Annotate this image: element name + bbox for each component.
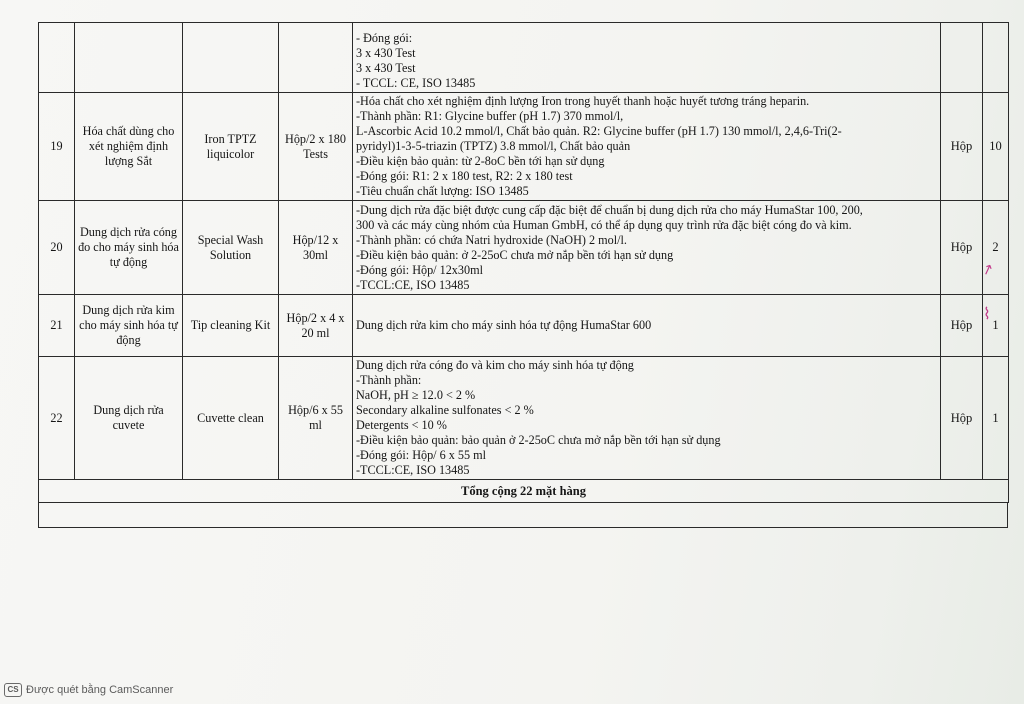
product-table-container [38, 22, 1008, 528]
spec-line: -Đóng gói: Hộp/ 6 x 55 ml [356, 448, 486, 462]
spec-line: L-Ascorbic Acid 10.2 mmol/l, Chất bảo quản. R2: Glycine buffer (pH 1.7) 130 mmol/l, 2,4,6-Tri(2- [356, 124, 842, 138]
table-bottom-border [38, 503, 1008, 528]
spec-line: -Tiêu chuẩn chất lượng: ISO 13485 [356, 184, 529, 198]
total-row [39, 480, 1009, 503]
table-row [39, 201, 1009, 295]
table-row-continued [39, 23, 1009, 93]
table-row [39, 93, 1009, 201]
stt-cell: 21 [39, 295, 75, 357]
spec-line: -Thành phần: có chứa Natri hydroxide (NaOH) 2 mol/l. [356, 232, 627, 247]
spec-line: Detergents < 10 % [356, 418, 447, 432]
unit-cell [941, 23, 983, 93]
spec-line: -Điều kiện bảo quản: ở 2-25oC chưa mở nắp bền tới hạn sử dụng [356, 247, 674, 262]
spec-cell [353, 23, 941, 93]
table-row [39, 295, 1009, 357]
spec-line: -Thành phần: [356, 373, 422, 387]
spec-line: Dung dịch rửa kim cho máy sinh hóa tự động HumaStar 600 [356, 318, 652, 332]
spec-line: -Hóa chất cho xét nghiệm định lượng Iron trong huyết thanh hoặc huyết tương tráng heparin. [356, 94, 810, 108]
code-cell: Iron TPTZ liquicolor [183, 93, 279, 201]
spec-line: - TCCL: CE, ISO 13485 [356, 76, 476, 90]
qty-cell [983, 23, 1009, 93]
product-table [38, 22, 1009, 503]
stt-cell: 22 [39, 357, 75, 480]
spec-line: -Điều kiện bảo quản: từ 2-8oC bền tới hạn sử dụng [356, 154, 605, 168]
spec-line: - Đóng gói: [356, 31, 413, 45]
unit-cell: Hộp [941, 93, 983, 201]
name-cell: Hóa chất dùng cho xét nghiệm định lượng Sắt [75, 93, 183, 201]
spec-cell [353, 295, 941, 357]
qty-cell: 10 [983, 93, 1009, 201]
code-cell: Special Wash Solution [183, 201, 279, 295]
spec-line: -Đóng gói: Hộp/ 12x30ml [356, 262, 483, 277]
spec-line: -Đóng gói: R1: 2 x 180 test, R2: 2 x 180 test [356, 169, 573, 183]
spec-line: -Thành phần: R1: Glycine buffer (pH 1.7) 370 mmol/l, [356, 109, 624, 123]
qty-cell: 1 [983, 357, 1009, 480]
pen-mark-icon: ↗ [979, 260, 997, 280]
stt-cell [39, 23, 75, 93]
name-cell: Dung dịch rửa cuvete [75, 357, 183, 480]
qty-cell: 1 [983, 295, 1009, 357]
spec-line: -Dung dịch rửa đặc biệt được cung cấp đặc biệt để chuẩn bị dung dịch rửa cho máy HumaStar 100, 200, [356, 202, 863, 217]
camscanner-logo-icon: CS [4, 683, 22, 697]
stt-cell: 20 [39, 201, 75, 295]
total-label: Tổng cộng 22 mặt hàng [39, 480, 1009, 503]
name-cell: Dung dịch rửa cóng đo cho máy sinh hóa tự động [75, 201, 183, 295]
name-cell [75, 23, 183, 93]
pack-cell: Hộp/12 x 30ml [279, 201, 353, 295]
spec-line: -TCCL:CE, ISO 13485 [356, 277, 470, 292]
pack-cell [279, 23, 353, 93]
name-cell: Dung dịch rửa kim cho máy sinh hóa tự động [75, 295, 183, 357]
spec-cell [353, 357, 941, 480]
code-cell: Cuvette clean [183, 357, 279, 480]
spec-line: NaOH, pH ≥ 12.0 < 2 % [356, 388, 476, 402]
code-cell [183, 23, 279, 93]
unit-cell: Hộp [941, 357, 983, 480]
unit-cell: Hộp [941, 201, 983, 295]
scanner-watermark [4, 683, 173, 697]
spec-line: Dung dịch rửa cóng đo và kim cho máy sinh hóa tự động [356, 358, 634, 372]
pack-cell: Hộp/2 x 4 x 20 ml [279, 295, 353, 357]
spec-line: 300 và các máy cùng nhóm của Human GmbH, có thể áp dụng quy trình rửa đặc biệt cóng đo và kim. [356, 217, 852, 232]
spec-line: -TCCL:CE, ISO 13485 [356, 463, 470, 477]
watermark-caption: Được quét bằng CamScanner [26, 684, 174, 696]
table-row [39, 357, 1009, 480]
spec-line: 3 x 430 Test [356, 46, 416, 60]
spec-cell [353, 93, 941, 201]
spec-line: -Điều kiện bảo quản: bảo quản ở 2-25oC chưa mở nắp bền tới hạn sử dụng [356, 433, 721, 447]
spec-cell [353, 201, 941, 295]
qty-cell: 2 [983, 201, 1009, 295]
pack-cell: Hộp/6 x 55 ml [279, 357, 353, 480]
spec-line: Secondary alkaline sulfonates < 2 % [356, 403, 534, 417]
unit-cell: Hộp [941, 295, 983, 357]
pack-cell: Hộp/2 x 180 Tests [279, 93, 353, 201]
code-cell: Tip cleaning Kit [183, 295, 279, 357]
spec-line: 3 x 430 Test [356, 61, 416, 75]
pen-tick-icon: ⌇ [983, 304, 991, 323]
stt-cell: 19 [39, 93, 75, 201]
spec-line: pyridyl)1-3-5-triazin (TPTZ) 3.8 mmol/l, Chất bảo quản [356, 139, 631, 153]
